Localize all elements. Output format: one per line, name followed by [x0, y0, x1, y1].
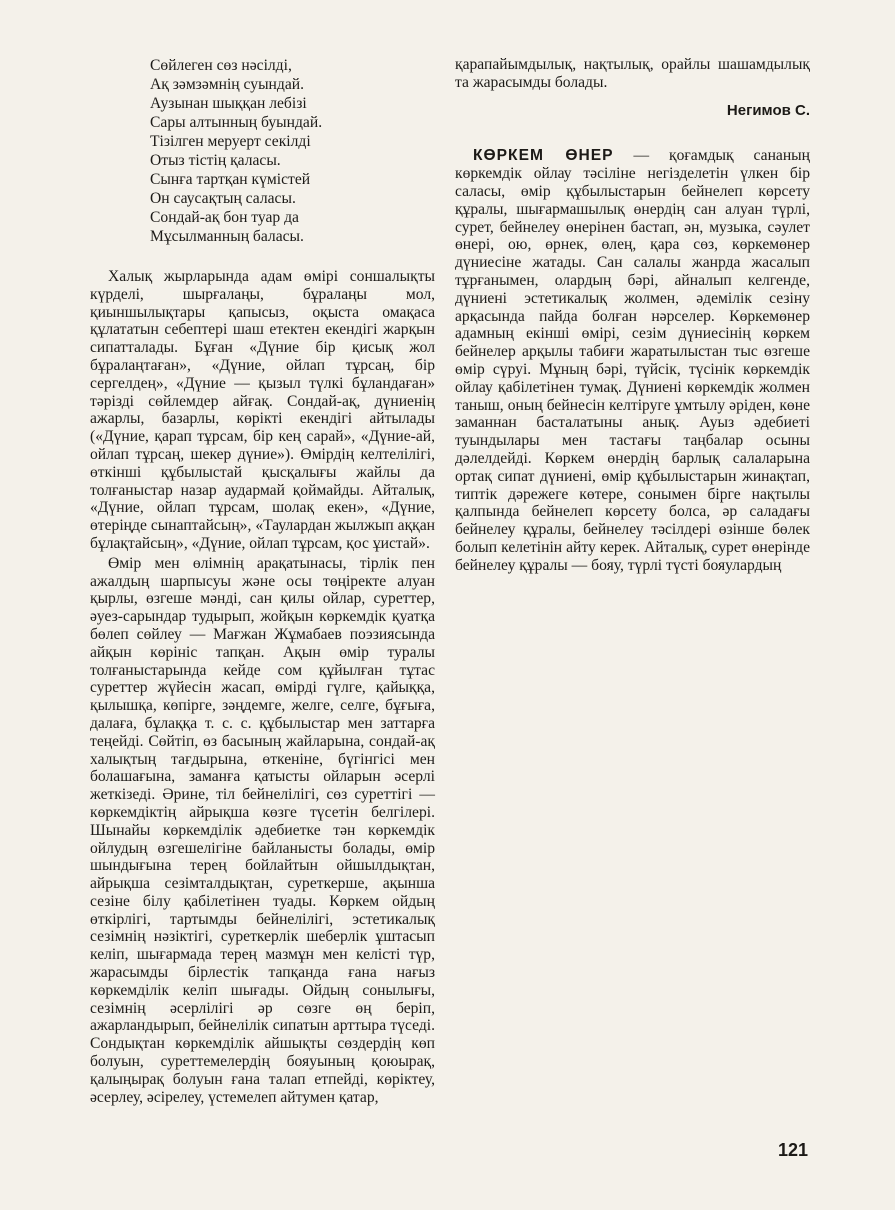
entry-headword: КӨРКЕМ ӨНЕР [473, 147, 614, 165]
continued-paragraph: қарапайымдылық, нақтылық, орайлы шашамдылық та жарасымды болады. [455, 56, 810, 91]
poem-line: Отыз тістің қаласы. [150, 152, 281, 169]
poem-line: Он саусақтың саласы. [150, 190, 296, 207]
page-number: 121 [778, 1140, 809, 1160]
poem-line: Сондай-ақ бон туар да [150, 209, 299, 226]
poem-line: Сынға тартқан күмістей [150, 171, 311, 188]
poem-line: Ақ зәмзәмнің суындай. [150, 76, 304, 93]
body-paragraph: Өмір мен өлімнің арақатынасы, тірлік пен ажалдың шарпысуы және осы төңіректе алуан қырлы, өзгеше мәнді, сан қилы ойлар, суреттер, әуез-сарындар тудырып, жойқын көркемдік қуатқа бөлеп сөйлеу — Мағжан Жұмабаев поэзиясында айқын көрініс тапқан. Ақын өмір туралы толғаныстарында кейде сом құйылған тұтас суреттер жүйесін жасап, өмірді гүлге, қайыққа, қылышқа, көпірге, зәңдемге, желге, селге, бұғыға, далаға, бұлаққа т. с. с. құбылыстар мен заттарға теңейді. Сөйтіп, өз басының жайларына, сондай-ақ халықтың тағдырына, өткеніне, бүгінгісі мен болашағына, заманға қатысты ойларын әсерлі жеткізеді. Әрине, тіл бейнелілігі, сөз суреттігі — көркемдіктің айрықша көзге түсетін белгілері. Шынайы көркемділік әдебиетке тән көркемдік ойлудың өзгешелігіне байланысты болады, өмір шындығына терең бойлайтын ойшылдықтан, айрықша сезімталдықтан, суреткерше, ақынша сезіне білу қабілетінен туады. Көркем ойдың өткірлігі, тартымды бейнелілігі, эстетикалық сезімнің нәзіктігі, суреткерлік шеберлік ұштасып келіп, шығармада терең мазмұн мен келісті түр, жарасымды бірлестік тапқанда ғана нағыз көркемділік келіп шығады. Ойдың сонылығы, сезімнің әсерлілігі әр сөзге өң беріп, ажарландырып, бейнелілік сипатын арттыра түседі. Сондықтан көркемділік айшықты сөздердің көп болуын, суреттемелердің бояуының қоюырақ, қалыңырақ болуын ғана талап етпейді, көріктеу, әсерлеу, әсірелеу, үстемелеп айтумен қатар, [90, 554, 435, 1106]
right-column [455, 56, 810, 590]
author-signature: Негимов С. [726, 101, 810, 119]
poem-line: Тізілген меруерт секілді [150, 133, 311, 150]
poem-line: Сөйлеген сөз нәсілді, [150, 57, 292, 74]
poem-line: Сары алтынның буындай. [150, 114, 323, 131]
body-paragraph: Халық жырларында адам өмірі соншалықты күрделі, шырғалаңы, бұралаңы мол, қиыншылықтары қапысыз, оқыста омақаса құлататын себептері шаш етектен екендігі жарқын сипатталады. Бұған «Дүние бір қисық жол бұралаңтаған», «Дүние, ойлап тұрсаң, бір сергелдең», «Дүние — қызыл түлкі бұландаған» тәрізді сөйлемдер айғақ. Сондай-ақ, дүниенің ажарлы, базарлы, көрікті екендігі айтылады («Дүние, қарап тұрсам, бір кең сарай», «Дүние-ай, ойлап тұрсаң, шекер дүние»). Өмірдің келтелілігі, өткінші құбылыстай қысқалығы жайлы да толғаныстар назар аудармай қоймайды. Айталық, «Дүние, ойлап тұрсам, шолақ екен», «Дүние, өтеріңде сынаптайсың», «Таулардан жылжып аққан бұлақтайсың», «Дүние, ойлап тұрсам, қос ұистай». [90, 268, 435, 552]
poem-line: Аузынан шыққан лебізі [150, 95, 307, 112]
dictionary-entry [455, 147, 810, 574]
poem-line: Мұсылманның баласы. [150, 228, 304, 245]
left-column [90, 56, 435, 1108]
poem-stanza [150, 56, 435, 246]
entry-body: — қоғамдық сананың көркемдік ойлау тәсіліне негізделетін үлкен бір саласы, өмір құбылыстарын бейнелеп көрсету құралы, шығармашылық өнердің сан алуан түрлі, сурет, бейнелеу өнерінен бастап, ән, музыка, сәулет өнері, ою, өрнек, өлең, қара сөз, көркемөнер дүниесіне жатады. Сан салалы жанрда жасалып тұрғанымен, олардың бәрі, айналып келгенде, дүниені эстетикалық жолмен, әдемілік сезіну арқасында пайда болған нәрселер. Көркемөнер адамның екінші өмірі, сезім дүниесінің көркем бейнелер арқылы табиғи жаратылыстан тыс өзгеше өмір сүруі. Мұның бәрі, түйсік, түсінік көркемдік ойлау қабілетінен тумақ. Дүниені көркемдік жолмен таныш, оның бейнесін келтіруге ұмтылу әріден, көне заманнан басталатыны анық. Ауыз әдебиеті туындылары мен тастағы таңбалар осыны дәлелдейді. Көркем өнердің барлық салаларына ортақ сипат дүниені, өмір құбылыстарын жинақтап, типтік дәрежеге көтере, сонымен бірге нақтылы қалпында бейнелеп көрсету болса, әр саладағы бейнелеу құралы, бейнелеу тәсілдері өзінше бөлек болып келетінін айту керек. Айталық, сурет өнерінде бейнелеу құралы — бояу, түрлі түсті бояулардың [455, 147, 810, 574]
